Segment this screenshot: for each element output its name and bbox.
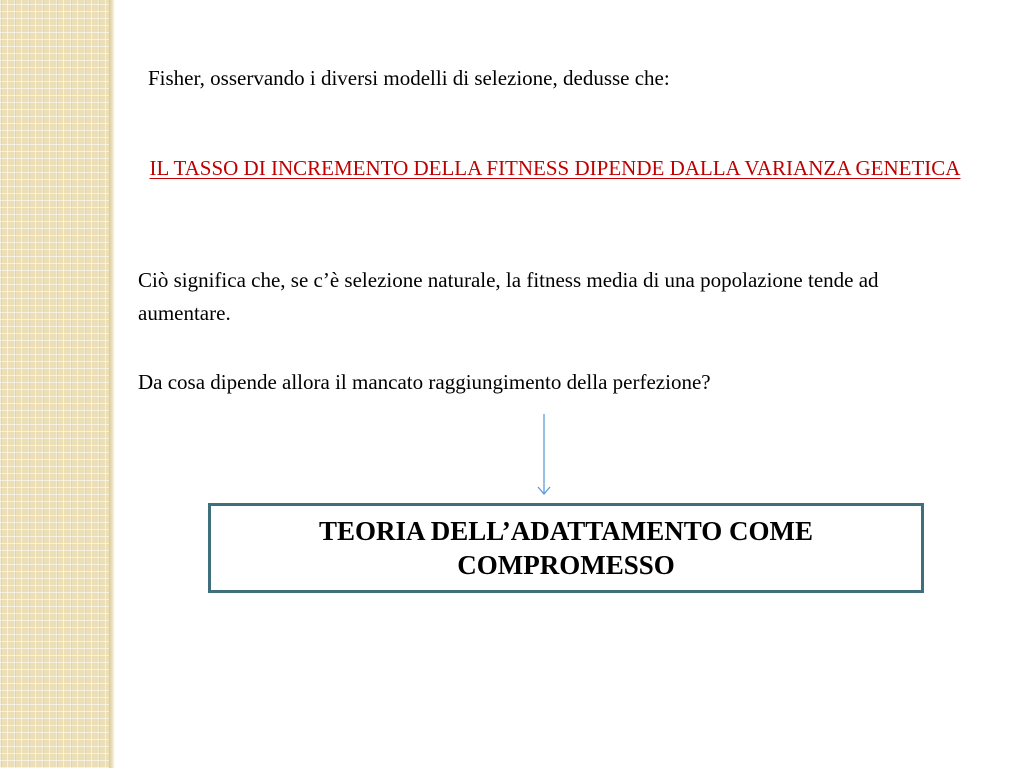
decorative-side-pattern [0,0,113,768]
decorative-side-edge [109,0,115,768]
intro-text: Fisher, osservando i diversi modelli di selezione, dedusse che: [148,66,670,90]
down-arrow-icon [535,414,553,496]
paragraph-2: Da cosa dipende allora il mancato raggiungimento della perfezione? [138,370,711,394]
conclusion-box [208,503,924,593]
paragraph-1: Ciò significa che, se c’è selezione naturale, la fitness media di una popolazione tende ad aumentare. [138,268,879,325]
headline-text: IL TASSO DI INCREMENTO DELLA FITNESS DIPENDE DALLA VARIANZA GENETICA [149,156,961,180]
conclusion-text: TEORIA DELL’ADATTAMENTO COME COMPROMESSO [318,516,814,580]
